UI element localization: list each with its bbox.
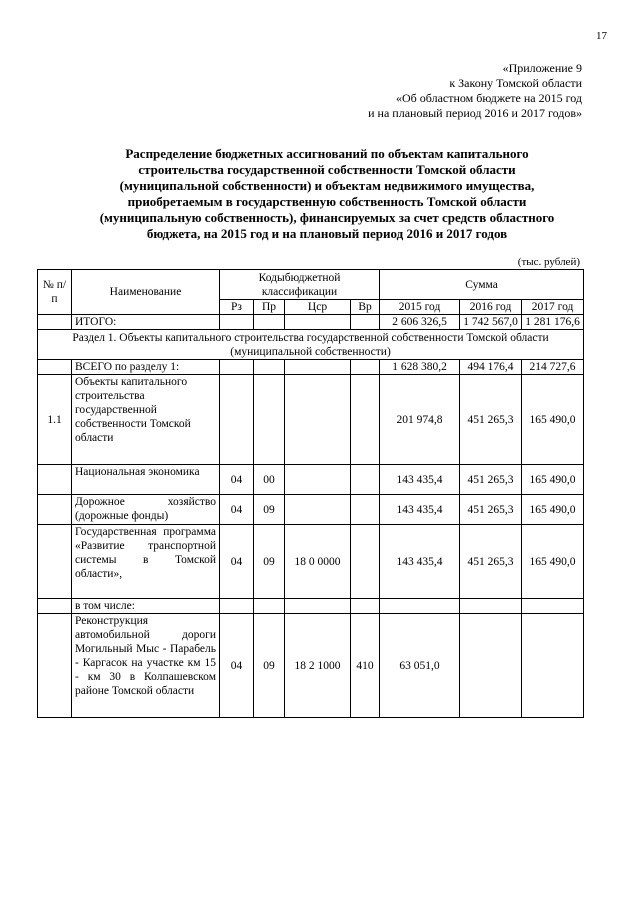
section-title-row (38, 330, 584, 360)
row-pr (254, 375, 285, 465)
title-line: строительства государственной собственности Томской области (138, 162, 516, 177)
annex-line: к Закону Томской области (449, 76, 582, 90)
row-2016: 451 265,3 (460, 525, 522, 599)
row-2017: 165 490,0 (522, 465, 584, 495)
annex-header (322, 61, 582, 121)
row-2016 (460, 599, 522, 614)
header-sum: Сумма (380, 270, 584, 300)
header-2017: 2017 год (522, 300, 584, 315)
section1-total-2017: 214 727,6 (522, 360, 584, 375)
row-2016: 451 265,3 (460, 375, 522, 465)
page-number: 17 (596, 30, 607, 42)
table-row (38, 375, 584, 465)
row-pr: 09 (254, 495, 285, 525)
row-2017 (522, 599, 584, 614)
document-title (92, 146, 562, 242)
row-name: Национальная экономика (72, 465, 220, 495)
row-num (38, 465, 72, 495)
title-line: (муниципальную собственность), финансируемых за счет средств областного (99, 210, 555, 225)
row-num (38, 614, 72, 718)
row-2015: 201 974,8 (380, 375, 460, 465)
section1-total-2016: 494 176,4 (460, 360, 522, 375)
annex-line: «Об областном бюджете на 2015 год (396, 91, 582, 105)
row-name: в том числе: (72, 599, 220, 614)
section-total-row (38, 360, 584, 375)
header-num: № п/п (38, 270, 72, 315)
table-row (38, 465, 584, 495)
header-name: Наименование (72, 270, 220, 315)
row-pr: 00 (254, 465, 285, 495)
header-2016: 2016 год (460, 300, 522, 315)
row-rz (220, 599, 254, 614)
annex-line: и на плановый период 2016 и 2017 годов» (368, 106, 582, 120)
header-row (38, 270, 584, 300)
row-2015: 143 435,4 (380, 465, 460, 495)
header-rz: Рз (220, 300, 254, 315)
row-rz: 04 (220, 614, 254, 718)
row-2017 (522, 614, 584, 718)
section1-title: Раздел 1. Объекты капитального строительства государственной собственности Томской области (муниципальной собственности) (38, 330, 584, 360)
section1-total-2015: 1 628 380,2 (380, 360, 460, 375)
units-label: (тыс. рублей) (517, 256, 580, 268)
section1-total-label: ВСЕГО по разделу 1: (72, 360, 220, 375)
header-csr: Цср (285, 300, 351, 315)
row-vr (351, 375, 380, 465)
row-num (38, 495, 72, 525)
row-pr (254, 599, 285, 614)
total-2015: 2 606 326,5 (380, 315, 460, 330)
title-line: Распределение бюджетных ассигнований по объектам капитального (125, 146, 529, 161)
row-rz: 04 (220, 465, 254, 495)
header-vr: Вр (351, 300, 380, 315)
row-2017: 165 490,0 (522, 375, 584, 465)
row-vr (351, 599, 380, 614)
row-csr: 18 2 1000 (285, 614, 351, 718)
row-2017: 165 490,0 (522, 495, 584, 525)
header-codes: Кодыбюджетной классификации (220, 270, 380, 300)
row-num (38, 599, 72, 614)
row-2016: 451 265,3 (460, 495, 522, 525)
row-csr (285, 495, 351, 525)
row-csr: 18 0 0000 (285, 525, 351, 599)
title-line: приобретаемым в государственную собственность Томской области (127, 194, 527, 209)
total-2017: 1 281 176,6 (522, 315, 584, 330)
row-vr (351, 525, 380, 599)
row-vr (351, 495, 380, 525)
row-vr: 410 (351, 614, 380, 718)
row-pr: 09 (254, 614, 285, 718)
title-line: (муниципальной собственности) и объектам недвижимого имущества, (119, 178, 535, 193)
row-csr (285, 599, 351, 614)
total-2016: 1 742 567,0 (460, 315, 522, 330)
row-2017: 165 490,0 (522, 525, 584, 599)
row-num (38, 525, 72, 599)
row-rz: 04 (220, 525, 254, 599)
row-name: Объекты капитального строительства государственной собственности Томской области (72, 375, 220, 465)
row-2015 (380, 599, 460, 614)
row-num: 1.1 (38, 375, 72, 465)
row-rz: 04 (220, 495, 254, 525)
table-row (38, 525, 584, 599)
row-name: Дорожное хозяйство (дорожные фонды) (72, 495, 220, 525)
row-vr (351, 465, 380, 495)
row-csr (285, 375, 351, 465)
row-name: Реконструкция автомобильной дороги Могильный Мыс - Парабель - Каргасок на участке км 15 - км 30 в Колпашевском районе Томской области (72, 614, 220, 718)
row-2015: 63 051,0 (380, 614, 460, 718)
row-2016: 451 265,3 (460, 465, 522, 495)
row-2015: 143 435,4 (380, 525, 460, 599)
row-2015: 143 435,4 (380, 495, 460, 525)
total-row (38, 315, 584, 330)
table-row (38, 495, 584, 525)
table-row (38, 599, 584, 614)
row-pr: 09 (254, 525, 285, 599)
header-pr: Пр (254, 300, 285, 315)
title-line: бюджета, на 2015 год и на плановый период 2016 и 2017 годов (146, 226, 508, 241)
row-name: Государственная программа «Развитие транспортной системы в Томской области», (72, 525, 220, 599)
annex-line: «Приложение 9 (502, 61, 582, 75)
row-2016 (460, 614, 522, 718)
row-csr (285, 465, 351, 495)
total-label: ИТОГО: (72, 315, 220, 330)
header-2015: 2015 год (380, 300, 460, 315)
row-rz (220, 375, 254, 465)
table-row (38, 614, 584, 718)
budget-table (37, 269, 584, 718)
